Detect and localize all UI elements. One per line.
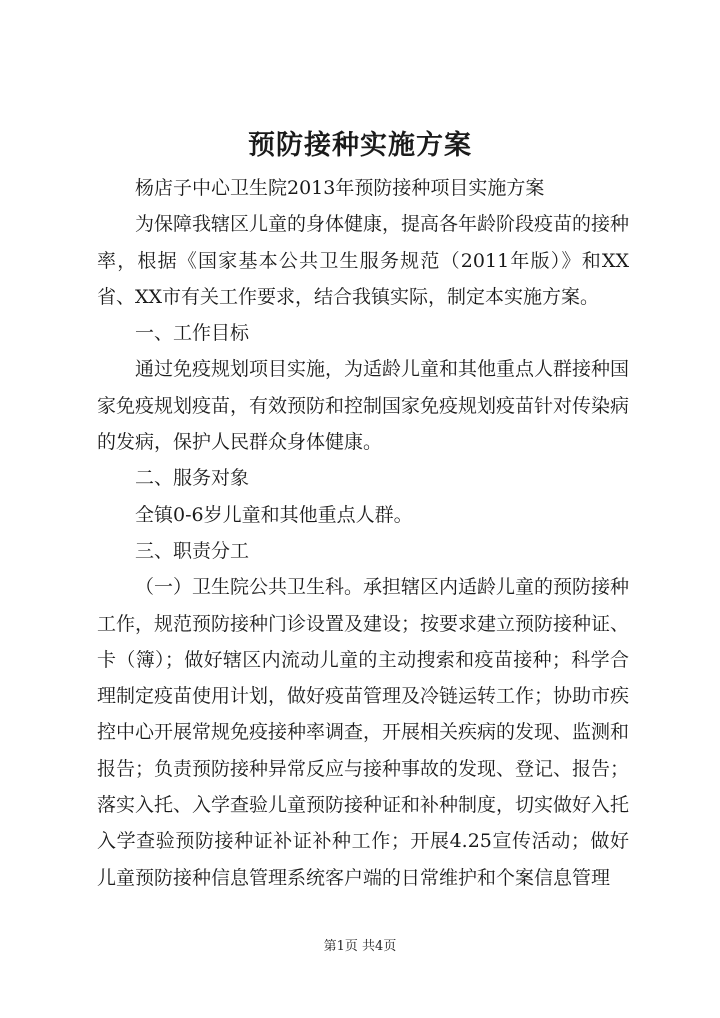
section-heading-targets: 二、服务对象 bbox=[135, 467, 250, 490]
section-heading-goals: 一、工作目标 bbox=[135, 322, 250, 345]
duties-paragraph: （一）卫生院公共卫生科。承担辖区内适龄儿童的预防接种工作，规范预防接种门诊设置及建设；按要求建立预防接种证、卡（簿）；做好辖区内流动儿童的主动搜索和疫苗接种；科学合理制定疫苗使用计划，做好疫苗管理及冷链运转工作；协助市疾控中心开展常规免疫接种率调查，开展相关疾病的发现、监测和报告；负责预防接种异常反应与接种事故的发现、登记、报告；落实入托、入学查验儿童预防接种证和补种制度，切实做好入托入学查验预防接种证补证补种工作；开展4.25宣传活动；做好儿童预防接种信息管理系统客户端的日常维护和个案信息管理 bbox=[97, 576, 630, 889]
document-body bbox=[97, 170, 629, 896]
document-title: 预防接种实施方案 bbox=[248, 130, 472, 161]
targets-paragraph: 全镇0-6岁儿童和其他重点人群。 bbox=[135, 503, 413, 526]
subtitle-paragraph: 杨店子中心卫生院2013年预防接种项目实施方案 bbox=[135, 177, 545, 199]
section-heading-duties: 三、职责分工 bbox=[135, 539, 250, 562]
page-number-footer: 第1页 共4页 bbox=[323, 939, 397, 954]
goals-paragraph: 通过免疫规划项目实施，为适龄儿童和其他重点人群接种国家免疫规划疫苗，有效预防和控制国家免疫规划疫苗针对传染病的发病，保护人民群众身体健康。 bbox=[97, 358, 630, 454]
intro-paragraph: 为保障我辖区儿童的身体健康，提高各年龄阶段疫苗的接种率，根据《国家基本公共卫生服务规范（2011年版）》和XX省、XX市有关工作要求，结合我镇实际，制定本实施方案。 bbox=[97, 213, 630, 308]
